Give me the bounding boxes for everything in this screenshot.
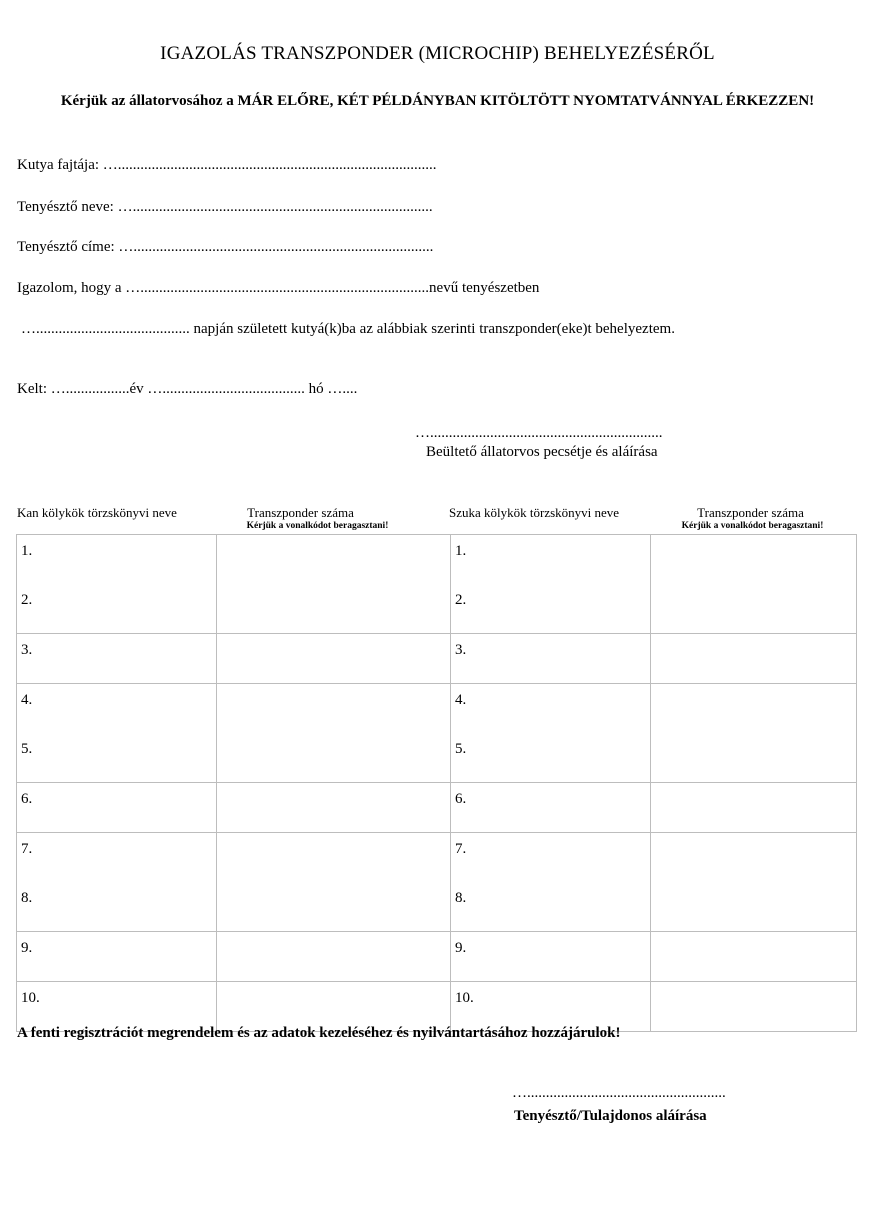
row-number: 8. [455,890,467,906]
row-number: 6. [21,791,33,807]
table-row [17,932,857,982]
table-row [17,982,857,1032]
transponder-header-male: Transzponder száma [247,505,354,520]
consent-statement: A fenti regisztrációt megrendelem és az adatok kezeléséhez és nyilvántartásához hozzájárulok! [17,1025,621,1041]
breeder-address-line: Tenyésztő címe: …................................................................................ [17,239,434,255]
owner-signature-dots: …..................................................... [512,1085,726,1101]
barcode-instruction-female: Kérjük a vonalkódot beragasztani! [681,521,824,531]
born-date-line: …......................................... napján született kutyá(k)ba az alábbiak szerinti transzponder(eke)t behelyeztem. [21,321,675,337]
document-title: IGAZOLÁS TRANSZPONDER (MICROCHIP) BEHELYEZÉSÉRŐL [160,43,715,64]
row-number: 10. [21,990,40,1006]
male-name-cell[interactable] [17,932,217,982]
owner-signature-label: Tenyésztő/Tulajdonos aláírása [514,1108,707,1124]
female-name-cell[interactable] [451,684,651,783]
row-number: 9. [21,940,33,956]
microchip-table [16,534,857,1032]
table-row [17,833,857,932]
female-name-cell[interactable] [451,634,651,684]
male-name-cell[interactable] [17,783,217,833]
vet-signature-dots: ….............................................................. [415,425,663,441]
female-name-cell[interactable] [451,833,651,932]
male-transponder-cell[interactable] [217,535,451,634]
instruction-notice: Kérjük az állatorvosához a MÁR ELŐRE, KÉT PÉLDÁNYBAN KITÖLTÖTT NYOMTATVÁNNYAL ÉRKEZZEN! [60,93,815,109]
male-name-cell[interactable] [17,833,217,932]
row-number: 1. [21,543,33,559]
female-name-cell[interactable] [451,535,651,634]
male-transponder-cell[interactable] [217,783,451,833]
male-transponder-cell[interactable] [217,833,451,932]
row-number: 4. [455,692,467,708]
male-name-header: Kan kölykök törzskönyvi neve [17,505,177,520]
row-number: 8. [21,890,33,906]
row-number: 2. [21,592,33,608]
male-transponder-cell[interactable] [217,982,451,1032]
row-number: 6. [455,791,467,807]
transponder-header-female: Transzponder száma [697,505,804,520]
male-transponder-cell[interactable] [217,684,451,783]
row-number: 3. [455,642,467,658]
female-transponder-cell[interactable] [651,932,857,982]
breeder-name-line: Tenyésztő neve: …................................................................................ [17,199,433,215]
row-number: 5. [455,741,467,757]
female-transponder-cell[interactable] [651,982,857,1032]
table-row [17,634,857,684]
row-number: 2. [455,592,467,608]
row-number: 4. [21,692,33,708]
female-transponder-cell[interactable] [651,684,857,783]
barcode-instruction-male: Kérjük a vonalkódot beragasztani! [246,521,389,531]
male-transponder-cell[interactable] [217,932,451,982]
female-name-cell[interactable] [451,932,651,982]
female-transponder-cell[interactable] [651,833,857,932]
male-transponder-cell[interactable] [217,634,451,684]
female-name-cell[interactable] [451,783,651,833]
male-name-cell[interactable] [17,535,217,634]
table-row [17,535,857,634]
table-row [17,783,857,833]
male-name-cell[interactable] [17,634,217,684]
female-transponder-cell[interactable] [651,535,857,634]
male-name-cell[interactable] [17,982,217,1032]
row-number: 9. [455,940,467,956]
dated-line: Kelt: ….................év …...................................... hó ….... [17,381,358,397]
row-number: 7. [21,841,33,857]
row-number: 1. [455,543,467,559]
female-transponder-cell[interactable] [651,783,857,833]
female-name-cell[interactable] [451,982,651,1032]
breed-line: Kutya fajtája: …..................................................................................... [17,157,437,173]
row-number: 5. [21,741,33,757]
female-transponder-cell[interactable] [651,634,857,684]
row-number: 10. [455,990,474,1006]
certify-line: Igazolom, hogy a ….............................................................................nevű tenyészetben [17,280,540,296]
female-name-header: Szuka kölykök törzskönyvi neve [449,505,620,520]
row-number: 7. [455,841,467,857]
row-number: 3. [21,642,33,658]
male-name-cell[interactable] [17,684,217,783]
vet-signature-label: Beültető állatorvos pecsétje és aláírása [426,444,658,460]
table-row [17,684,857,783]
